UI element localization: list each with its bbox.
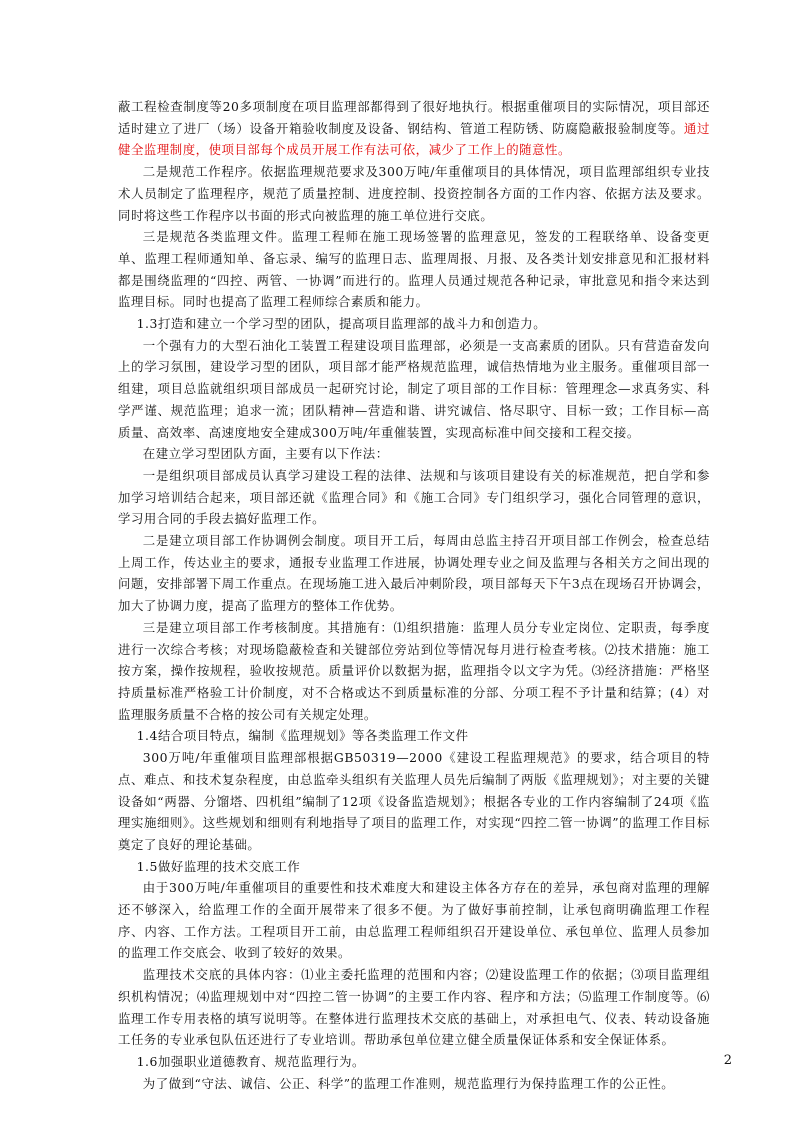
paragraph-16-text: 为了做到“守法、诚信、公正、科学”的监理工作准则，规范监理行为保持监理工作的公正性。 <box>142 1075 675 1091</box>
paragraph-7-text: 一是组织项目部成员认真学习建设工程的法律、法规和与该项目建设有关的标准规范，把自学和参加学习培训结合起来，项目部还就《监理合同》和《施工合同》专门组织学习，强化合同管理的意识，学习用合同的手段去搞好监理工作。 <box>118 467 710 527</box>
paragraph-14-text: 监理技术交底的具体内容：⑴业主委托监理的范围和内容；⑵建设监理工作的依据；⑶项目监理组织机构情况；⑷监理规划中对“四控二管一协调”的主要工作内容、程序和方法；⑸监理工作制度等。⑹监理工作专用表格的填写说明等。在整体进行监理技术交底的基础上，对承担电气、仪表、转动设备施工任务的专业承包队伍还进行了专业培训。帮助承包单位建立健全质量保证体系和安全保证体系。 <box>118 967 710 1048</box>
paragraph-14 <box>118 964 710 1051</box>
paragraph-9-text: 三是建立项目部工作考核制度。其措施有：⑴组织措施：监理人员分专业定岗位、定职责，每季度进行一次综合考核；对现场隐蔽检查和关键部位旁站到位等情况每月进行检查考核。⑵技术措施：施工按方案，操作按规程，验收按规范。质量评价以数据为据，监理指令以文字为凭。⑶经济措施：严格坚持质量标准严格验工计价制度，对不合格或达不到质量标准的分部、分项工程不予计量和结算；(4）对监理服务质量不合格的按公司有关规定处理。 <box>118 619 710 722</box>
paragraph-9 <box>118 617 710 726</box>
section-heading-1-3 <box>118 313 710 335</box>
paragraph-6-text: 在建立学习型团队方面，主要有以下作法： <box>142 446 389 462</box>
paragraph-13-text: 由于300万吨/年重催项目的重要性和技术难度大和建设主体各方存在的差异，承包商对监理的理解还不够深入，给监理工作的全面开展带来了很多不便。为了做好事前控制，让承包商明确监理工作程序、内容、工作方法。工程项目开工前，由总监理工程师组织召开建设单位、承包单位、监理人员参加的监理工作交底会、收到了较好的效果。 <box>118 880 710 961</box>
paragraph-2-text: 二是规范工作程序。依据监理规范要求及300万吨/年重催项目的具体情况，项目监理部组织专业技术人员制定了监理程序，规范了质量控制、进度控制、投资控制各方面的工作内容、依据方法及要求。同时将这些工作程序以书面的形式向被监理的施工单位进行交底。 <box>118 164 710 223</box>
section-heading-1-6 <box>118 1051 710 1073</box>
section-heading-1-5 <box>118 856 710 878</box>
paragraph-5-text: 一个强有力的大型石油化工装置工程建设项目监理部，必须是一支高素质的团队。只有营造奋发向上的学习氛围，建设学习型的团队，项目部才能严格规范监理，诚信热情地为业主服务。重催项目部一组建，项目总监就组织项目部成员一起研究讨论，制定了项目部的工作目标：管理理念—求真务实、科学严谨、规范监理；追求一流；团队精神—营造和谐、讲究诚信、恪尽职守、目标一致；工作目标—高质量、高效率、高速度地安全建成300万吨/年重催装置，实现高标准中间交接和工程交接。 <box>118 337 710 440</box>
section-heading-1-5-text: 1.5做好监理的技术交底工作 <box>136 858 301 874</box>
page-number: 2 <box>723 1053 732 1068</box>
paragraph-13 <box>118 877 710 964</box>
paragraph-3 <box>118 226 710 313</box>
paragraph-1-text: 蔽工程检查制度等20多项制度在项目监理部都得到了很好地执行。根据重催项目的实际情况，项目部还适时建立了进厂（场）设备开箱验收制度及设备、钢结构、管道工程防锈、防腐隐蔽报验制度等。 <box>118 99 710 136</box>
section-heading-1-3-text: 1.3打造和建立一个学习型的团队，提高项目监理部的战斗力和创造力。 <box>136 316 547 332</box>
paragraph-7 <box>118 465 710 530</box>
paragraph-11-text: 300万吨/年重催项目监理部根据GB50319—2000《建设工程监理规范》的要求，结合项目的特点、难点、和技术复杂程度，由总监牵头组织有关监理人员先后编制了两版《监理规划》；对主要的关键设备如“两器、分馏塔、四机组”编制了12项《设备监造规划》；根据各专业的工作内容编制了24项《监理实施细则》。这些规划和细则有利地指导了项目的监理工作，对实现“四控二管一协调”的监理工作目标奠定了良好的理论基础。 <box>118 750 710 852</box>
paragraph-2 <box>118 161 710 226</box>
paragraph-11 <box>118 747 710 856</box>
paragraph-16 <box>118 1073 710 1095</box>
paragraph-6 <box>118 443 710 465</box>
document-body <box>118 96 710 1094</box>
section-heading-1-6-text: 1.6加强职业道德教育、规范监理行为。 <box>136 1053 365 1069</box>
section-heading-1-4-text: 1.4结合项目特点，编制《监理规划》等各类监理工作文件 <box>136 728 469 744</box>
paragraph-3-text: 三是规范各类监理文件。监理工程师在施工现场签署的监理意见，签发的工程联络单、设备变更单、监理工程师通知单、备忘录、编写的监理日志、监理周报、月报、及各类计划安排意见和汇报材料都是围绕监理的“四控、两管、一协调”而进行的。监理人员通过规范各种记录，审批意见和指令来达到监理目标。同时也提高了监理工程师综合素质和能力。 <box>118 229 710 310</box>
section-heading-1-4 <box>118 725 710 747</box>
paragraph-1-red-text: 通过健全监理制度，使项目部每个成员开展工作有法可依，减少了工作上的随意性。 <box>118 120 710 158</box>
paragraph-8-text: 二是建立项目部工作协调例会制度。项目开工后，每周由总监主持召开项目部工作例会，检查总结上周工作，传达业主的要求，通报专业监理工作进展，协调处理专业之间及监理与各相关方之间出现的问题，安排部署下周工作重点。在现场施工进入最后冲刺阶段，项目部每天下午3点在现场召开协调会，加大了协调力度，提高了监理方的整体工作优势。 <box>118 533 710 614</box>
paragraph-1 <box>118 96 710 161</box>
paragraph-5 <box>118 335 710 444</box>
paragraph-8 <box>118 530 710 617</box>
